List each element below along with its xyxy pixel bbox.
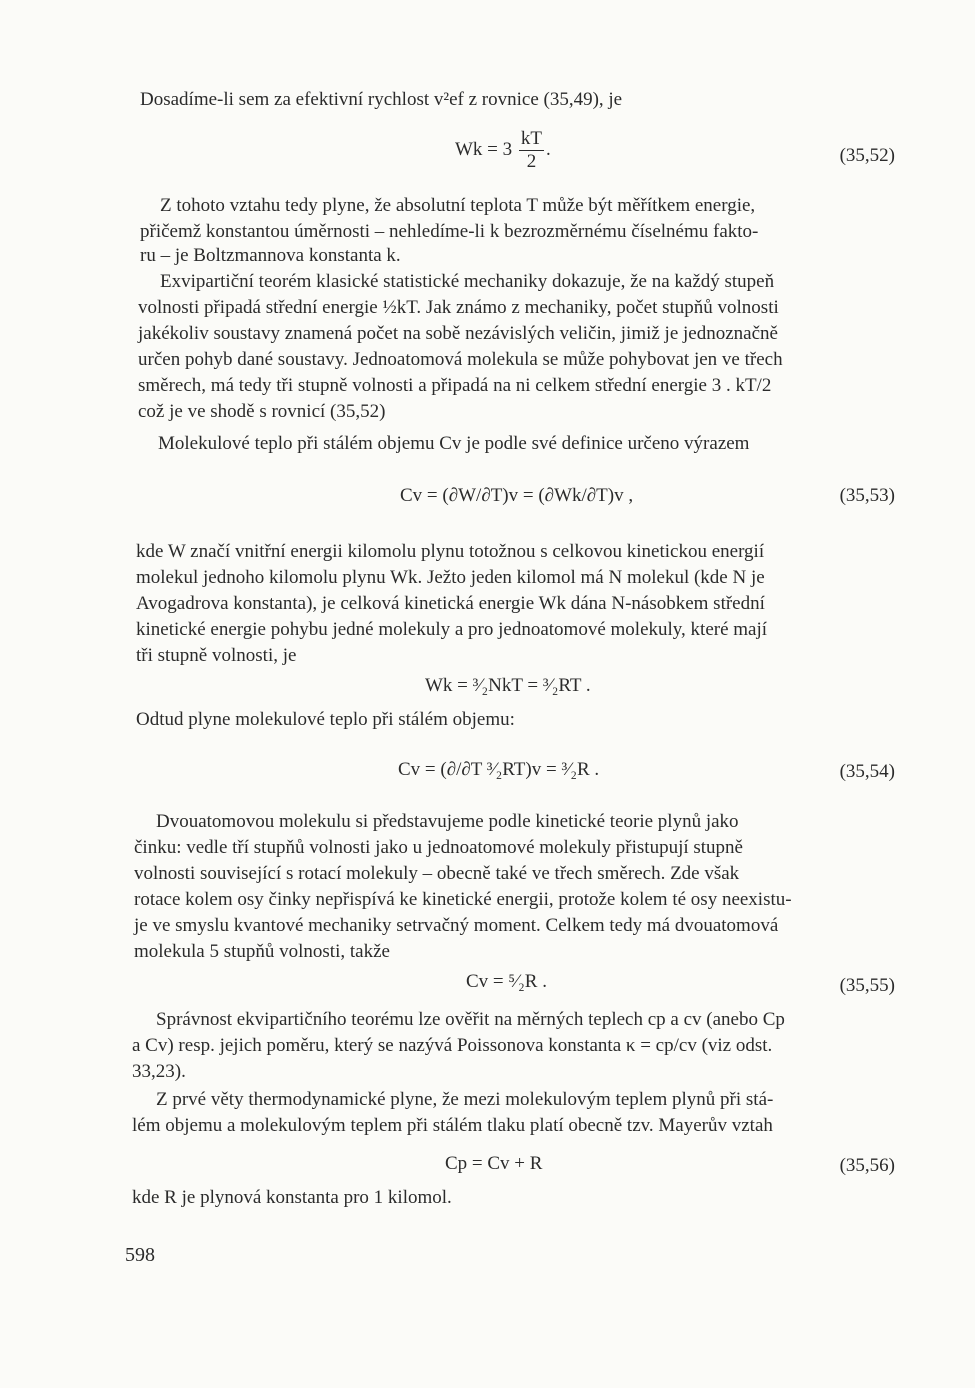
- text-line: Exvipartiční teorém klasické statistické mechaniky dokazuje, že na každý stupeň: [160, 271, 775, 292]
- text-line: volnosti připadá střední energie ½kT. Jak známo z mechaniky, počet stupňů volnosti: [138, 297, 779, 318]
- text-line: Z tohoto vztahu tedy plyne, že absolutní teplota T může být měřítkem energie,: [160, 195, 756, 216]
- text-line: přičemž konstantou úměrnosti – nehledíme-li k bezrozměrnému číselnému fakto-: [140, 221, 759, 242]
- text-line: jakékoliv soustavy znamená počet na sobě nezávislých veličin, jimiž je jednoznačně: [138, 323, 778, 344]
- text-line: směrech, má tedy tři stupně volnosti a připadá na ni celkem střední energie 3 . kT/2: [138, 375, 772, 396]
- text-line: molekul jednoho kilomolu plynu Wk. Ježto jeden kilomol má N molekul (kde N je: [136, 567, 765, 588]
- text-line: lém objemu a molekulovým teplem při stálém tlaku platí obecně tzv. Mayerův vztah: [132, 1115, 773, 1136]
- equation-number: (35,52): [839, 145, 895, 166]
- page-number: 598: [125, 1244, 155, 1266]
- equation-number: (35,56): [839, 1155, 895, 1176]
- equation-number: (35,53): [839, 485, 895, 506]
- text-line: kde R je plynová konstanta pro 1 kilomol.: [132, 1187, 452, 1208]
- equation-35-53: Cv = (∂W/∂T)v = (∂Wk/∂T)v ,: [400, 485, 634, 506]
- equation-number: (35,54): [839, 761, 895, 782]
- text-line: volnosti související s rotací molekuly – obecně také ve třech směrech. Zde však: [134, 863, 740, 884]
- text-line: což je ve shodě s rovnicí (35,52): [138, 401, 386, 422]
- text-line: Odtud plyne molekulové teplo při stálém objemu:: [136, 709, 515, 730]
- text-line: molekula 5 stupňů volnosti, takže: [134, 941, 390, 962]
- text-line: Dvouatomovou molekulu si představujeme podle kinetické teorie plynů jako: [156, 811, 739, 832]
- text-line: je ve smyslu kvantové mechaniky setrvačný moment. Celkem tedy má dvouatomová: [134, 915, 779, 936]
- equation-35-56: Cp = Cv + R: [445, 1153, 543, 1174]
- text-line: činku: vedle tří stupňů volnosti jako u jednoatomové molekuly přistupují stupně: [134, 837, 743, 858]
- fraction-denominator: 2: [526, 151, 537, 172]
- text-line: Dosadíme-li sem za efektivní rychlost v²ef z rovnice (35,49), je: [140, 89, 623, 110]
- text-line: kde W značí vnitřní energii kilomolu plynu totožnou s celkovou kinetickou energií: [136, 541, 765, 562]
- text-line: určen pohyb dané soustavy. Jednoatomová molekula se může pohybovat jen ve třech: [138, 349, 783, 370]
- equation-number: (35,55): [839, 975, 895, 996]
- equation-kinetic-energy: Wk = ³⁄₂NkT = ³⁄₂RT .: [425, 675, 591, 696]
- equation-35-55: Cv = ⁵⁄₂R .: [466, 971, 547, 992]
- equation-35-52: Wk = 3 $\frac{kT}{2}$ .: [455, 128, 551, 172]
- text-line: Avogadrova konstanta), je celková kinetická energie Wk dána N-násobkem střední: [136, 593, 765, 614]
- equation-lhs: Wk = 3: [455, 138, 513, 160]
- text-line: a Cv) resp. jejich poměru, který se nazývá Poissonova konstanta κ = cp/cv (viz odst.: [132, 1035, 773, 1056]
- fraction-numerator: kT: [520, 128, 543, 149]
- text-line: ru – je Boltzmannova konstanta k.: [140, 245, 401, 266]
- text-line: kinetické energie pohybu jedné molekuly a pro jednoatomové molekuly, které mají: [136, 619, 768, 640]
- equation-35-54: Cv = (∂/∂T ³⁄₂RT)v = ³⁄₂R .: [398, 759, 600, 780]
- text-line: Z prvé věty thermodynamické plyne, že mezi molekulovým teplem plynů při stá-: [156, 1089, 774, 1110]
- fraction: [519, 128, 544, 173]
- text-line: Molekulové teplo při stálém objemu Cv je podle své definice určeno výrazem: [158, 433, 750, 454]
- text-line: Správnost ekvipartičního teorému lze ověřit na měrných teplech cp a cv (anebo Cp: [156, 1009, 785, 1030]
- text-line: 33,23).: [132, 1061, 186, 1082]
- text-line: rotace kolem osy činky nepřispívá ke kinetické energii, protože kolem té osy neexistu-: [134, 889, 792, 910]
- text-line: tři stupně volnosti, je: [136, 645, 297, 666]
